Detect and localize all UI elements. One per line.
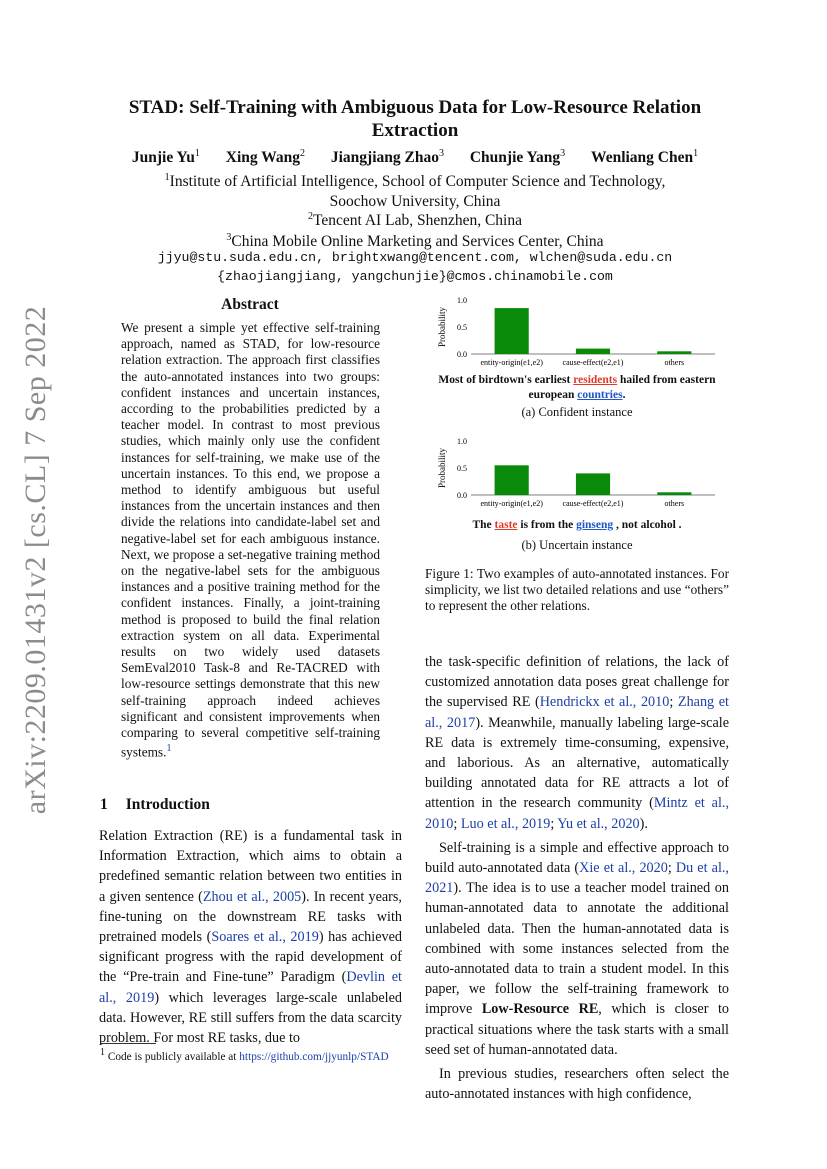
citation-link[interactable]: Zhou et al., 2005 [202, 888, 302, 905]
right-column-text [425, 652, 729, 1104]
x-tick-label: entity-origin(e1,e2) [480, 499, 543, 508]
bar [657, 351, 691, 354]
x-tick-label: others [664, 499, 685, 508]
x-tick-label: cause-effect(e2,e1) [562, 358, 624, 367]
citation-link[interactable]: Yu et al., 2020 [557, 815, 640, 832]
author: Wenliang Chen$^1$ [591, 148, 699, 167]
paragraph: the task-specific definition of relations, the lack of customized annotation data poses great challenge for the supervised RE (Hendrickx et al., 2010; Zhang et al., 2017). Meanwhile, manually labeling large-scale RE data is extremely time-consuming, expensive, and laborious. As an alternative, automatically building annotated data for RE attracts a lot of attention in the research community (Mintz et al., 2010; Luo et al., 2019; Yu et al., 2020). [425, 654, 729, 832]
paragraph: Self-training is a simple and effective approach to build auto-annotated data (Xie et al., 2020; Du et al., 2021). The idea is to use a teacher model trained on human-annotated data to annotate the additional unlabeled data. Then the human-annotated data is combined with some instances selected from the auto-annotated data to train a student model. In this paper, we follow the self-training framework to improve Low-Resource RE, which is closer to practical situations where the task starts with a small seed set of human-annotated data. [425, 839, 730, 1058]
y-axis-label: Probability [437, 307, 447, 347]
citation-link[interactable]: Devlin et al., 2019 [99, 969, 402, 1006]
bar [495, 308, 529, 354]
abstract-heading: Abstract [221, 296, 279, 313]
footnote-mark[interactable]: 1 [166, 743, 172, 755]
figure-caption: Figure 1: Two examples of auto-annotated instances. For simplicity, we list two detailed relations and use “others” to represent the other relations. [425, 566, 729, 613]
y-tick-label: 0.0 [457, 350, 467, 359]
y-tick-label: 0.0 [457, 491, 467, 500]
author-list [100, 148, 730, 167]
x-tick-label: others [664, 358, 685, 367]
bar-chart-uncertain [425, 431, 729, 511]
paragraph: In previous studies, researchers often select the auto-annotated instances with high confidence, [425, 1066, 729, 1103]
figure-1 [425, 290, 729, 558]
subcaption-b: (b) Uncertain instance [521, 538, 633, 552]
author-emails-group: {zhaojiangjiang, yangchunjie}@cmos.chinamobile.com [217, 269, 613, 284]
tail-entity: countries [577, 389, 623, 401]
affiliation-1: $^1$Institute of Artificial Intelligence, School of Computer Science and Technology, Soochow University, China [164, 172, 666, 211]
citation-link[interactable]: Zhang et al., 2017 [425, 694, 729, 731]
arxiv-sidebar [10, 250, 62, 870]
bar [576, 349, 610, 354]
author: Chunjie Yang$^3$ [469, 148, 566, 167]
bar-chart-confident [425, 290, 729, 370]
head-entity: taste [494, 519, 518, 531]
x-tick-label: cause-effect(e2,e1) [562, 499, 624, 508]
author-emails: jjyu@stu.suda.edu.cn, brightxwang@tencent.com, wlchen@suda.edu.cn [157, 250, 673, 265]
y-axis-label: Probability [437, 448, 447, 488]
bar [576, 473, 610, 495]
y-tick-label: 0.5 [457, 323, 467, 332]
citation-link[interactable]: Mintz et al., 2010 [425, 795, 729, 832]
footnote-rule [100, 1043, 156, 1044]
author: Jiangjiang Zhao$^3$ [330, 148, 444, 167]
y-tick-label: 1.0 [457, 296, 467, 305]
section-heading: 1 Introduction [100, 796, 210, 813]
bar [657, 492, 691, 495]
author: Xing Wang$^2$ [225, 148, 305, 167]
y-tick-label: 1.0 [457, 437, 467, 446]
bar [495, 465, 529, 495]
code-link[interactable]: https://github.com/jjyunlp/STAD [239, 1050, 389, 1063]
head-entity: residents [573, 374, 618, 386]
example-sentence-uncertain: The taste is from the ginseng , not alcohol . [472, 519, 682, 531]
arxiv-identifier: arXiv:2209.01431v2 [cs.CL] 7 Sep 2022 [19, 305, 52, 815]
y-tick-label: 0.5 [457, 464, 467, 473]
citation-link[interactable]: Luo et al., 2019 [460, 815, 551, 832]
citation-link[interactable]: Hendrickx et al., 2010 [539, 694, 670, 711]
affiliation-3: $^3$China Mobile Online Marketing and Services Center, China [226, 232, 604, 251]
paper-title: STAD: Self-Training with Ambiguous Data for Low-Resource Relation Extraction [128, 97, 702, 141]
example-sentence-confident: Most of birdtown's earliest residents hailed from eastern european countries. [438, 374, 716, 401]
intro-paragraph: Relation Extraction (RE) is a fundamental task in Information Extraction, which aims to obtain a predefined semantic relation between two entities in a given sentence (Zhou et al., 2005). In recent years, fine-tuning on the downstream RE tasks with pretrained models (Soares et al., 2019) has achieved significant progress with the rapid development of the “Pre-train and Fine-tune” Paradigm (Devlin et al., 2019) which leverages large-scale unlabeled data. However, RE still suffers from the data scarcity problem. For most RE tasks, due to [99, 828, 402, 1047]
citation-link[interactable]: Xie et al., 2020 [579, 860, 668, 877]
footnote: $^1$ Code is publicly available at https://github.com/jjyunlp/STAD [100, 1047, 389, 1063]
tail-entity: ginseng [576, 519, 614, 531]
affiliation-2: $^2$Tencent AI Lab, Shenzhen, China [308, 211, 522, 230]
citation-link[interactable]: Soares et al., 2019 [211, 929, 319, 946]
x-tick-label: entity-origin(e1,e2) [480, 358, 543, 367]
author: Junjie Yu$^1$ [131, 148, 200, 167]
abstract-text: We present a simple yet effective self-training approach, named as STAD, for low-resource relation extraction. The approach first classifies the auto-annotated instances into two groups: confident instances and uncertain instances, according to the probabilities predicted by a teacher model. In contrast to most previous studies, which mainly only use the confident instances for self-training, we make use of the uncertain instances. To this end, we propose a method to identify ambiguous but useful instances from the uncertain instances and then divide the relations into candidate-label set and negative-label set for each ambiguous instance. Next, we propose a set-negative training method on the negative-label sets for the ambiguous instances and a positive training method for the confident instances. Finally, a joint-training method is proposed to build the final relation extraction system on all data. Experimental results on two widely used datasets SemEval2010 Task-8 and Re-TACRED with low-resource settings demonstrate that this new self-training approach indeed achieves significant and consistent improvements when comparing to several competitive self-training systems.$^1$ [121, 320, 380, 760]
citation-link[interactable]: Du et al., 2021 [425, 860, 729, 897]
subcaption-a: (a) Confident instance [521, 405, 633, 419]
